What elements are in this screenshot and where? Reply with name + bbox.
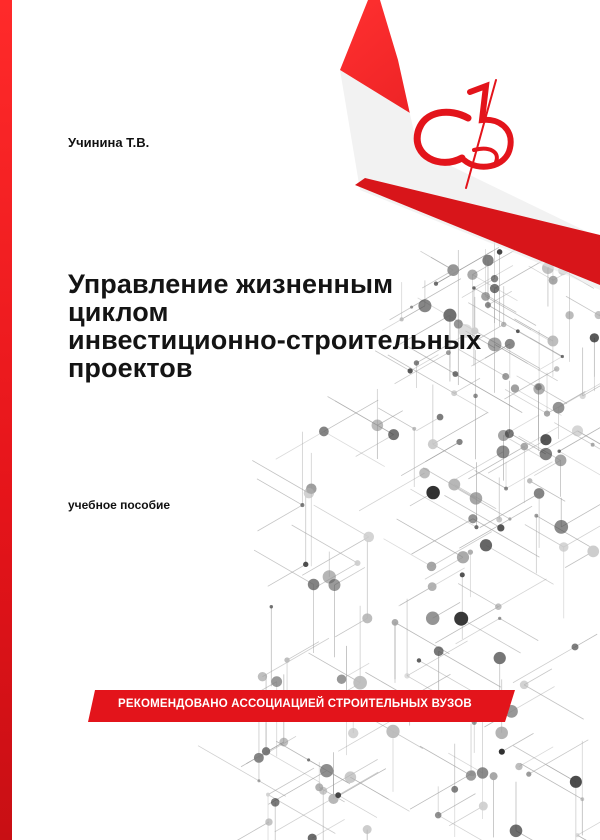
network-node xyxy=(473,394,478,399)
network-node xyxy=(553,402,565,414)
network-node xyxy=(480,539,492,551)
network-node xyxy=(279,738,288,747)
network-node xyxy=(319,427,329,437)
network-line xyxy=(309,653,361,683)
network-node xyxy=(496,517,502,523)
network-line xyxy=(268,564,306,586)
network-node xyxy=(426,486,439,499)
network-node xyxy=(534,488,545,499)
network-node xyxy=(304,488,314,498)
network-line xyxy=(486,545,554,584)
network-node xyxy=(353,676,367,690)
network-line xyxy=(524,685,584,719)
network-node xyxy=(498,617,501,620)
network-line xyxy=(312,819,344,838)
network-node xyxy=(554,520,568,534)
network-node xyxy=(511,384,519,392)
network-node xyxy=(579,393,585,399)
network-node xyxy=(266,793,270,797)
network-node xyxy=(437,414,444,421)
network-node xyxy=(572,425,583,436)
network-node xyxy=(434,646,444,656)
network-line xyxy=(262,638,329,676)
network-node xyxy=(345,771,357,783)
network-node xyxy=(595,311,600,319)
network-node xyxy=(265,818,272,825)
network-line xyxy=(324,400,378,431)
network-node xyxy=(490,772,498,780)
network-node xyxy=(417,658,421,662)
network-node xyxy=(271,798,280,807)
network-line xyxy=(266,751,320,782)
network-line xyxy=(268,768,314,795)
network-node xyxy=(355,560,361,566)
network-line xyxy=(519,747,553,767)
network-line xyxy=(338,795,377,817)
network-line xyxy=(399,587,433,606)
network-line xyxy=(529,740,589,774)
network-node xyxy=(412,427,416,431)
network-node xyxy=(570,776,582,788)
network-line xyxy=(356,435,394,457)
network-line xyxy=(524,669,552,685)
network-node xyxy=(348,728,358,738)
network-node xyxy=(303,562,308,567)
network-node xyxy=(526,772,531,777)
network-line xyxy=(333,769,385,799)
network-node xyxy=(521,443,529,451)
network-line xyxy=(378,408,414,429)
network-line xyxy=(302,537,369,575)
network-node xyxy=(428,582,437,591)
network-node xyxy=(271,676,282,687)
network-node xyxy=(505,429,514,438)
network-line xyxy=(433,444,475,468)
title-line: циклом xyxy=(68,297,169,327)
network-node xyxy=(284,657,289,662)
network-node xyxy=(482,255,493,266)
network-line xyxy=(458,583,498,606)
network-line xyxy=(454,452,503,480)
network-node xyxy=(587,546,599,558)
author-name: Учинина Т.В. xyxy=(68,135,150,150)
network-line xyxy=(384,539,432,567)
network-node xyxy=(580,797,584,801)
network-node xyxy=(451,390,457,396)
network-node xyxy=(494,652,506,664)
network-line xyxy=(506,462,552,489)
network-line xyxy=(292,525,358,563)
network-line xyxy=(202,822,269,840)
network-node xyxy=(495,727,508,740)
network-node xyxy=(320,764,333,777)
network-node xyxy=(362,613,372,623)
network-line xyxy=(412,519,473,554)
network-node xyxy=(363,825,372,834)
network-node xyxy=(497,249,503,255)
network-line xyxy=(516,831,571,840)
network-node xyxy=(386,725,399,738)
network-node xyxy=(534,514,538,518)
network-node xyxy=(262,747,270,755)
network-node xyxy=(307,758,310,761)
network-node xyxy=(520,681,529,690)
network-node xyxy=(457,551,469,563)
network-node xyxy=(460,572,465,577)
network-node xyxy=(540,434,551,445)
network-line xyxy=(559,421,600,451)
network-node xyxy=(497,524,504,531)
network-node xyxy=(527,478,532,483)
network-line xyxy=(439,651,501,687)
network-node xyxy=(300,503,304,507)
network-line xyxy=(252,460,309,493)
network-node xyxy=(466,770,476,780)
network-node xyxy=(328,579,340,591)
network-node xyxy=(468,549,473,554)
network-node xyxy=(468,514,477,523)
network-node xyxy=(372,420,384,432)
network-node xyxy=(540,448,552,460)
network-line xyxy=(583,363,600,396)
network-line xyxy=(480,493,539,527)
network-line xyxy=(324,431,385,466)
network-line xyxy=(287,642,319,660)
network-node xyxy=(508,517,511,520)
network-line xyxy=(338,772,378,795)
network-line xyxy=(513,746,576,782)
network-line xyxy=(410,773,472,809)
network-node xyxy=(363,532,374,543)
network-line xyxy=(438,815,495,840)
network-line xyxy=(328,396,394,434)
network-line xyxy=(575,634,597,647)
book-subtitle: учебное пособие xyxy=(68,498,171,512)
title-line: проектов xyxy=(68,353,193,383)
network-line xyxy=(577,806,600,835)
network-line xyxy=(449,806,483,826)
network-node xyxy=(254,753,264,763)
network-node xyxy=(337,674,347,684)
network-node xyxy=(427,562,437,572)
network-node xyxy=(495,603,502,610)
network-node xyxy=(404,673,409,678)
network-node xyxy=(419,468,430,479)
network-node xyxy=(544,410,550,416)
network-line xyxy=(473,519,540,557)
network-line xyxy=(593,445,600,459)
network-node xyxy=(575,833,579,837)
network-node xyxy=(428,439,438,449)
network-node xyxy=(535,384,542,391)
network-line xyxy=(547,391,585,413)
title-line: инвестиционно-строительных xyxy=(68,325,482,355)
network-node xyxy=(308,834,317,840)
network-node xyxy=(470,492,483,505)
network-line xyxy=(350,777,388,799)
network-line xyxy=(335,618,367,637)
network-node xyxy=(557,450,560,453)
network-line xyxy=(513,647,575,683)
title-line: Управление жизненным xyxy=(68,269,394,299)
network-line xyxy=(419,660,477,693)
network-node xyxy=(315,783,323,791)
network-line xyxy=(498,579,546,607)
network-line xyxy=(448,753,482,773)
network-node xyxy=(504,487,508,491)
network-node xyxy=(257,779,260,782)
network-node xyxy=(270,605,273,608)
network-line xyxy=(577,835,600,840)
network-line xyxy=(561,492,600,527)
network-node xyxy=(258,672,267,681)
network-line xyxy=(275,795,339,832)
network-line xyxy=(559,451,600,488)
network-node xyxy=(454,612,468,626)
network-node xyxy=(335,792,341,798)
network-line xyxy=(420,746,471,775)
network-node xyxy=(448,479,460,491)
corner-shape xyxy=(340,0,600,290)
banner-text: РЕКОМЕНДОВАНО АССОЦИАЦИЕЙ СТРОИТЕЛЬНЫХ ВУЗОВ xyxy=(118,698,472,710)
network-line xyxy=(276,431,324,459)
network-node xyxy=(451,786,458,793)
network-node xyxy=(555,455,567,467)
network-line xyxy=(259,781,286,796)
network-node xyxy=(497,445,510,458)
network-node xyxy=(435,812,442,819)
network-node xyxy=(388,429,399,440)
network-node xyxy=(590,333,599,342)
network-node xyxy=(474,525,478,529)
network-line xyxy=(254,550,314,584)
network-node xyxy=(392,619,399,626)
network-line xyxy=(342,663,370,679)
book-title xyxy=(68,270,568,382)
network-node xyxy=(426,611,439,624)
network-line xyxy=(488,440,546,473)
network-node xyxy=(499,749,505,755)
network-node xyxy=(515,763,522,770)
network-node xyxy=(510,824,523,837)
network-line xyxy=(475,470,506,488)
network-node xyxy=(456,439,462,445)
network-node xyxy=(308,579,319,590)
network-line xyxy=(432,568,464,587)
network-line xyxy=(198,746,259,781)
network-line xyxy=(407,641,467,676)
network-line xyxy=(416,417,440,431)
network-node xyxy=(479,802,488,811)
network-node xyxy=(591,443,595,447)
network-node xyxy=(572,643,579,650)
network-node xyxy=(477,767,488,778)
network-line xyxy=(454,393,488,413)
network-line xyxy=(500,618,539,640)
network-node xyxy=(559,542,568,551)
network-line xyxy=(438,794,475,816)
network-line xyxy=(257,479,302,505)
